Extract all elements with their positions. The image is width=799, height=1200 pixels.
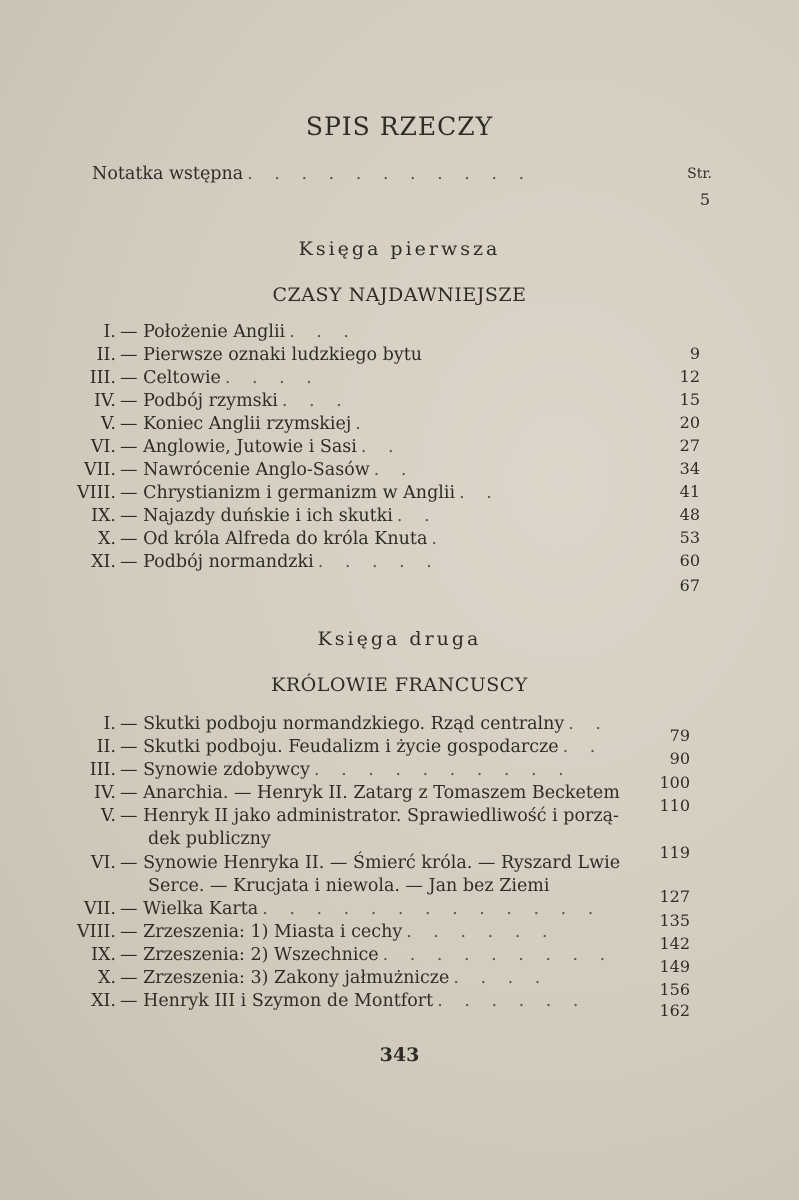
page-title: SPIS RZECZY [305,112,494,141]
toc-entry: V. — Koniec Anglii rzymskiej . [100,414,369,434]
toc-page: 15 [679,390,700,409]
toc-page: 41 [679,482,700,501]
toc-page: 149 [659,957,690,976]
toc-page: 53 [679,528,700,547]
book2-section: KRÓLOWIE FRANCUSCY [271,674,528,696]
toc-page: 79 [669,726,690,745]
toc-entry: V. — Henryk II jako administrator. Sprawiedliwość i porzą- [100,806,619,826]
toc-page: 67 [679,576,700,595]
toc-entry: IV. — Podbój rzymski . . . [93,391,350,411]
toc-entry: IX. — Najazdy duńskie i ich skutki . . [91,506,438,526]
toc-entry: XI. — Podbój normandzki . . . . . [91,552,440,572]
toc-entry: VIII. — Zrzeszenia: 1) Miasta i cechy . . . . . . [77,922,556,942]
toc-entry: X. — Od króla Alfreda do króla Knuta . [97,529,445,549]
toc-page: 34 [679,459,700,478]
toc-page: 9 [689,344,700,363]
toc-entry-continuation: Serce. — Krucjata i niewola. — Jan bez Ziemi [148,876,550,896]
toc-page: 27 [679,436,700,455]
toc-entry: II. — Pierwsze oznaki ludzkiego bytu [96,345,423,365]
book2-heading: Księga druga [317,628,482,650]
toc-page: 142 [659,934,690,953]
note-entry [92,164,532,184]
toc-entry: XI. — Henryk III i Szymon de Montfort . . . . . . [91,991,587,1011]
toc-entry: III. — Synowie zdobywcy . . . . . . . . . . [89,760,572,780]
toc-page: 48 [679,505,700,524]
toc-entry: III. — Celtowie . . . . [89,368,320,388]
toc-entry: I. — Położenie Anglii . . . [103,322,357,342]
leader-dots: . . . . . . . . . . . [247,164,533,184]
toc-page: 110 [659,796,690,815]
toc-page: 90 [669,749,690,768]
str-label: Str. [687,166,712,182]
toc-entry-continuation: dek publiczny [148,829,271,849]
toc-page: 119 [659,843,690,862]
toc-entry: X. — Zrzeszenia: 3) Zakony jałmużnicze . . . . [97,968,549,988]
toc-page: 127 [659,887,690,906]
note-page: 5 [699,190,710,209]
toc-page: 135 [659,911,690,930]
toc-page: 156 [659,980,690,999]
toc-entry: VI. — Anglowie, Jutowie i Sasi . . [90,437,402,457]
book1-section: CZASY NAJDAWNIEJSZE [272,284,527,306]
note-label: Notatka wstępna [92,164,244,184]
toc-entry: I. — Skutki podboju normandzkiego. Rząd centralny . . [103,714,609,734]
toc-entry: VIII. — Chrystianizm i germanizm w Anglii . . [77,483,500,503]
book1-heading: Księga pierwsza [298,238,501,260]
toc-entry: VII. — Wielka Karta . . . . . . . . . . . . . [83,899,602,919]
toc-entry: VII. — Nawrócenie Anglo-Sasów . . [83,460,415,480]
toc-entry: IV. — Anarchia. — Henryk II. Zatarg z Tomaszem Becketem [93,783,620,803]
toc-entry: II. — Skutki podboju. Feudalizm i życie gospodarcze . . [96,737,604,757]
toc-page: 20 [679,413,700,432]
page-number: 343 [379,1044,420,1066]
toc-page: 100 [659,773,690,792]
toc-page: 60 [679,551,700,570]
toc-entry: IX. — Zrzeszenia: 2) Wszechnice . . . . . . . . . [91,945,614,965]
toc-page: 162 [659,1001,690,1020]
toc-page: 12 [679,367,700,386]
toc-entry: VI. — Synowie Henryka II. — Śmierć króla. — Ryszard Lwie [90,853,621,873]
